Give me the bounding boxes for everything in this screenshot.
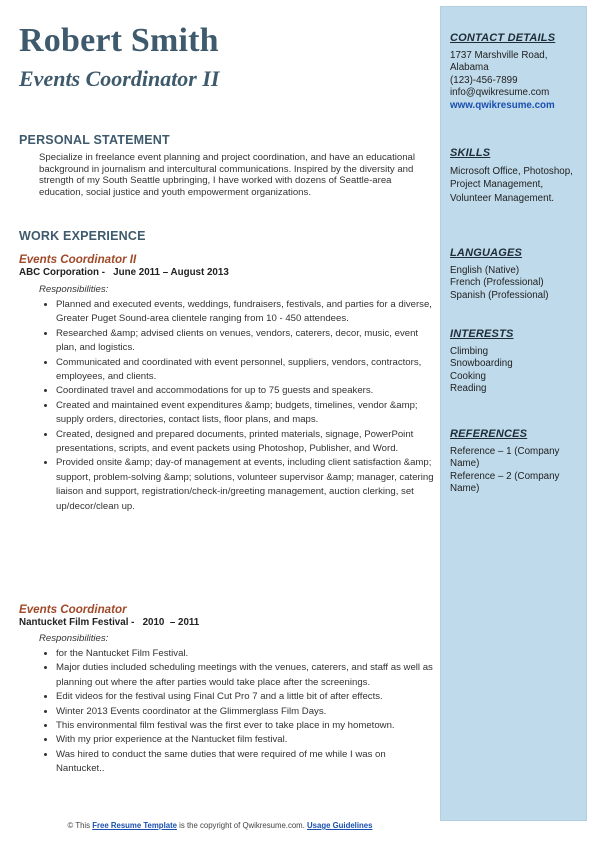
candidate-name: Robert Smith [19,22,219,59]
languages-heading: LANGUAGES [450,247,523,259]
skills-heading: SKILLS [450,147,491,159]
candidate-title: Events Coordinator II [19,66,220,91]
reference-item: Reference – 2 (Company Name) [450,470,560,495]
contact-email[interactable]: info@qwikresume.com [450,87,550,99]
list-item: • This environmental film festival was the first ever to take place in my hometown. [56,719,436,733]
interests-section [450,328,580,396]
responsibilities-list [39,298,436,514]
list-item: • for the Nantucket Film Festival. [56,647,436,661]
personal-statement-heading: PERSONAL STATEMENT [19,133,170,147]
skills-section [450,147,580,205]
free-resume-template-link[interactable]: Free Resume Template [92,821,178,830]
interest-item: Snowboarding [450,358,513,370]
job-company-dates: Nantucket Film Festival - 2010 – 2011 [19,617,200,628]
footer-middle: is the copyright of Qwikresume.com. [177,821,308,830]
list-item: • Winter 2013 Events coordinator at the Glimmerglass Film Days. [56,705,436,719]
footer-prefix: © This [67,821,93,830]
personal-statement-text: Specialize in freelance event planning and project coordination, and have an educational background in journalism and intercultural communications. Inspired by the diversity and strength of my South Seattle upbringing, I have worked with dozens of Seattle-area education, social justice and youth empowerment organizations. [39,152,416,198]
interest-item: Reading [450,383,487,395]
list-item: • Coordinated travel and accommodations for up to 75 guests and speakers. [56,384,436,398]
copyright-footer [0,821,440,830]
language-item: French (Professional) [450,277,544,289]
contact-phone: (123)-456-7899 [450,74,518,86]
responsibilities-list [39,647,436,777]
language-item: Spanish (Professional) [450,289,549,301]
list-item: • Planned and executed events, weddings, fundraisers, festivals, and parties for a diverse, Greater Puget Sound-area clientele ranging from 10 - 450 attendees. [56,298,436,327]
contact-website-link[interactable]: www.qwikresume.com [450,99,555,111]
interest-item: Climbing [450,346,489,357]
skills-text: Microsoft Office, Photoshop, Project Management, Volunteer Management. [450,166,573,204]
resume-sidebar [440,6,587,821]
list-item: • Created and maintained event expenditures &amp; budgets, timelines, vendor &amp; supply orders, directories, contact lists, floor plans, and maps. [56,399,436,428]
interests-heading: INTERESTS [450,328,514,340]
list-item: • Edit videos for the festival using Final Cut Pro 7 and a little bit of after effects. [56,690,436,704]
list-item: • Provided onsite &amp; day-of management at events, including client satisfaction &amp; support, problem-solving &amp; solutions, volunteer supervisor &amp; manager, catering liaison and support, registration/check-in/greeting management, auction clerking, set up/decor/clean up. [56,456,436,514]
contact-section [450,32,580,112]
responsibilities-label: Responsibilities: [39,633,109,644]
reference-item: Reference – 1 (Company Name) [450,446,560,470]
usage-guidelines-link[interactable]: Usage Guidelines [307,821,373,830]
list-item: • Researched &amp; advised clients on venues, vendors, caterers, decor, music, event plan, and logistics. [56,327,436,356]
responsibilities-label: Responsibilities: [39,284,109,295]
contact-heading: CONTACT DETAILS [450,32,556,44]
work-experience-heading: WORK EXPERIENCE [19,229,146,243]
job-company-dates: ABC Corporation - June 2011 – August 2013 [19,267,229,278]
contact-address: 1737 Marshville Road, Alabama [450,50,548,74]
job-title: Events Coordinator [19,603,127,616]
list-item: • Created, designed and prepared documents, printed materials, signage, PowerPoint presentations, scripts, and event packets using Photoshop, Publisher, and Word. [56,428,436,457]
language-item: English (Native) [450,265,520,276]
references-section [450,428,580,496]
interest-item: Cooking [450,370,486,382]
job-title: Events Coordinator II [19,253,137,266]
references-heading: REFERENCES [450,428,528,440]
list-item: • Was hired to conduct the same duties that were required of me while I was on Nantucket.. [56,748,436,777]
list-item: • Communicated and coordinated with event personnel, suppliers, vendors, contractors, employees, and clients. [56,356,436,385]
list-item: • With my prior experience at the Nantucket film festival. [56,733,436,747]
languages-section [450,247,580,302]
list-item: • Major duties included scheduling meetings with the venues, caterers, and staff as well as planning out where the after parties would take place after the screenings. [56,661,436,690]
